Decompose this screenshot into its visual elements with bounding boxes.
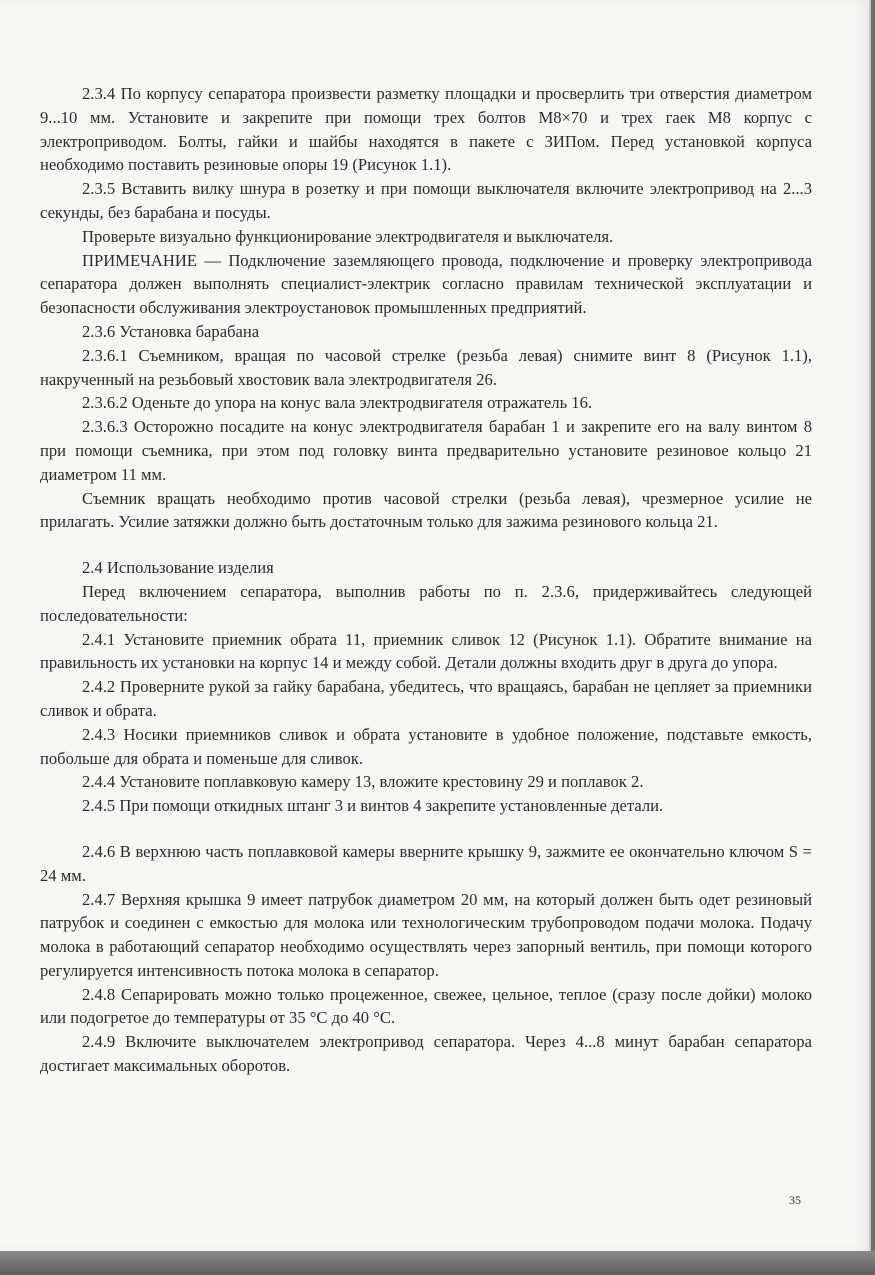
paragraph-2-3-6-2: 2.3.6.2 Оденьте до упора на конус вала электродвигателя отражатель 16. xyxy=(82,393,593,413)
paragraph-2-4-9: 2.4.9 Включите выключателем электропривод сепаратора. Через 4...8 минут барабан сепаратора достигает максимальных оборотов. xyxy=(40,1032,817,1076)
paragraph-2-3-6-1: 2.3.6.1 Съемником, вращая по часовой стрелке (резьба левая) снимите винт 8 (Рисунок 1.1), накрученный на резьбовый хвостовик вала электродвигателя 26. xyxy=(40,345,817,389)
page-content xyxy=(40,82,817,1078)
paragraph-check: Проверьте визуально функционирование электродвигателя и выключателя. xyxy=(82,226,614,246)
paragraph-2-3-4: 2.3.4 По корпусу сепаратора произвести разметку площадки и просверлить три отверстия диаметром 9...10 мм. Установите и закрепите при помощи трех болтов М8×70 и трех гаек М8 корпус с электроприводом. Болты, гайки и шайбы находятся в пакете с ЗИПом. Перед установкой корпуса необходимо поставить резиновые опоры 19 (Рисунок 1.1). xyxy=(40,84,817,175)
section-heading-2-4: 2.4 Использование изделия xyxy=(82,558,274,578)
paragraph-2-4-6: 2.4.6 В верхнюю часть поплавковой камеры вверните крышку 9, зажмите ее окончательно ключом S = 24 мм. xyxy=(40,841,817,885)
heading-2-3-6: 2.3.6 Установка барабана xyxy=(82,321,260,341)
paragraph-2-4-7: 2.4.7 Верхняя крышка 9 имеет патрубок диаметром 20 мм, на который должен быть одет резиновый патрубок и соединен с емкостью для молока или технологическим трубопроводом подачи молока. Подачу молока в работающий сепаратор необходимо осуществлять через запорный вентиль, при помощи которого регулируется интенсивность потока молока в сепаратор. xyxy=(40,889,817,980)
paragraph-2-4-8: 2.4.8 Сепарировать можно только процеженное, свежее, цельное, теплое (сразу после дойки) молоко или подогретое до температуры от 35 °С до 40 °С. xyxy=(40,984,817,1028)
paragraph-before-start: Перед включением сепаратора, выполнив работы по п. 2.3.6, придерживайтесь следующей последовательности: xyxy=(40,581,817,625)
paragraph-2-4-5: 2.4.5 При помощи откидных штанг 3 и винтов 4 закрепите установленные детали. xyxy=(82,796,664,816)
paragraph-2-4-4: 2.4.4 Установите поплавковую камеру 13, вложите крестовину 29 и поплавок 2. xyxy=(82,772,644,792)
paragraph-2-4-3: 2.4.3 Носики приемников сливок и обрата установите в удобное положение, подставьте емкость, побольше для обрата и поменьше для сливок. xyxy=(40,724,817,768)
paragraph-2-3-5: 2.3.5 Вставить вилку шнура в розетку и при помощи выключателя включите электропривод на 2...3 секунды, без барабана и посуды. xyxy=(40,179,817,222)
paragraph-2-4-2: 2.4.2 Проверните рукой за гайку барабана, убедитесь, что вращаясь, барабан не цепляет за приемники сливок и обрата. xyxy=(40,677,817,720)
paragraph-2-3-6-3: 2.3.6.3 Осторожно посадите на конус электродвигателя барабан 1 и закрепите его на валу винтом 8 при помощи съемника, при этом под головку винта предварительно установите резиновое кольцо 21 диаметром 11 мм. xyxy=(40,417,817,484)
scan-edge xyxy=(0,1251,875,1275)
paragraph-puller: Съемник вращать необходимо против часовой стрелки (резьба левая), чрезмерное усилие не прилагать. Усилие затяжки должно быть достаточным только для зажима резинового кольца 21. xyxy=(40,488,817,532)
spacer xyxy=(40,534,812,556)
paragraph-2-4-1: 2.4.1 Установите приемник обрата 11, приемник сливок 12 (Рисунок 1.1). Обратите внимание на правильность их установки на корпус 14 и между собой. Детали должны входить друг в друга до упора. xyxy=(40,629,817,673)
paragraph-note: ПРИМЕЧАНИЕ — Подключение заземляющего провода, подключение и проверку электропривода сепаратора должен выполнять специалист-электрик согласно правилам технической эксплуатации и безопасности обслуживания электроустановок промышленных предприятий. xyxy=(40,250,817,318)
spacer xyxy=(40,818,812,840)
page-number: 35 xyxy=(789,1193,801,1207)
